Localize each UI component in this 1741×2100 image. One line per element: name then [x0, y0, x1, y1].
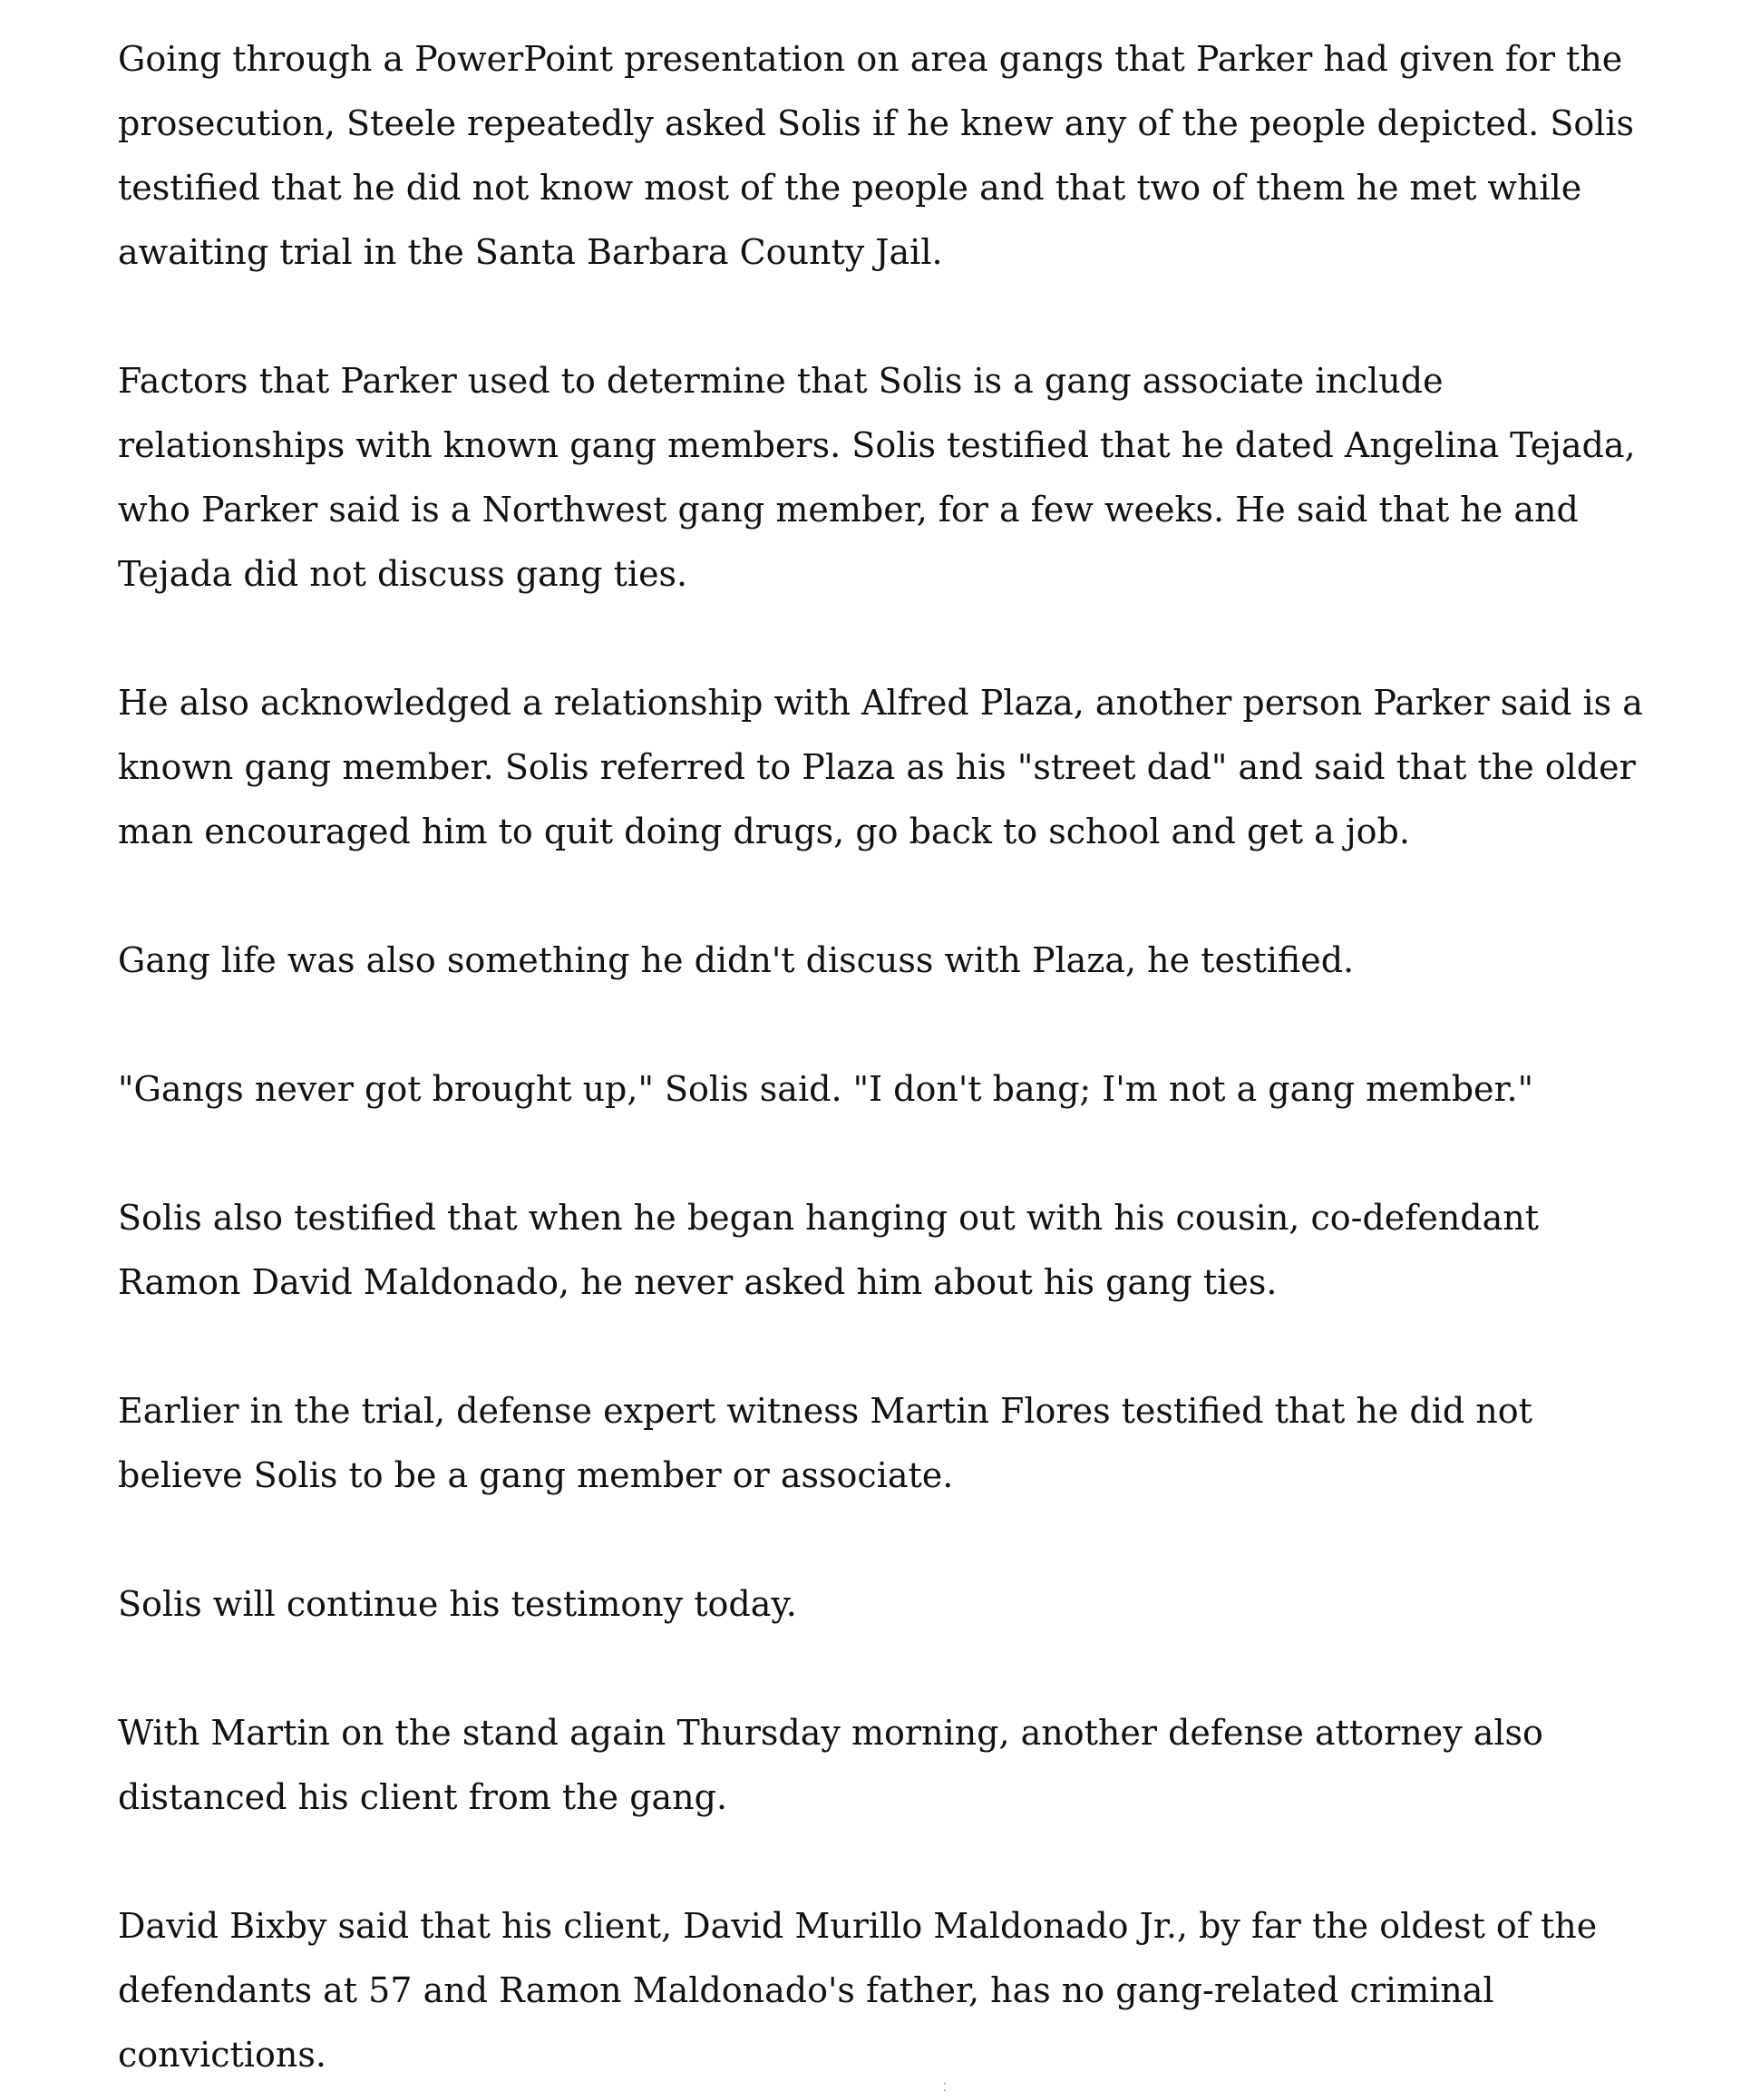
- article-body: [118, 27, 1659, 2087]
- paragraph-1: Going through a PowerPoint presentation on area gangs that Parker had given for the prosecution, Steele repeatedly asked Solis if he knew any of the people depicted. Solis testified that he did not know most of the people and that two of them he met while awaiting trial in the Santa Barbara County Jail.: [118, 39, 1635, 272]
- paragraph-2: Factors that Parker used to determine that Solis is a gang associate include relationships with known gang members. Solis testified that he dated Angelina Tejada, who Parker said is a Northwest gang member, for a few weeks. He said that he and Tejada did not discuss gang ties.: [118, 361, 1636, 594]
- paragraph-7: Earlier in the trial, defense expert witness Martin Flores testified that he did not believe Solis to be a gang member or associate.: [118, 1391, 1532, 1495]
- paragraph-10: David Bixby said that his client, David Murillo Maldonado Jr., by far the oldest of the defendants at 57 and Ramon Maldonado's father, has no gang-related criminal convictions.: [118, 1906, 1598, 2075]
- scan-artifact: ⁚: [943, 2081, 947, 2094]
- paragraph-9: With Martin on the stand again Thursday morning, another defense attorney also distanced his client from the gang.: [118, 1713, 1543, 1817]
- paragraph-8: Solis will continue his testimony today.: [118, 1584, 797, 1624]
- paragraph-6: Solis also testified that when he began hanging out with his cousin, co-defendant Ramon David Maldonado, he never asked him about his gang ties.: [118, 1198, 1540, 1302]
- paragraph-3: He also acknowledged a relationship with Alfred Plaza, another person Parker said is a known gang member. Solis referred to Plaza as his "street dad" and said that the older man encouraged him to quit doing drugs, go back to school and get a job.: [118, 683, 1643, 851]
- paragraph-5: "Gangs never got brought up," Solis said. "I don't bang; I'm not a gang member.": [118, 1069, 1534, 1109]
- paragraph-4: Gang life was also something he didn't discuss with Plaza, he testified.: [118, 940, 1355, 980]
